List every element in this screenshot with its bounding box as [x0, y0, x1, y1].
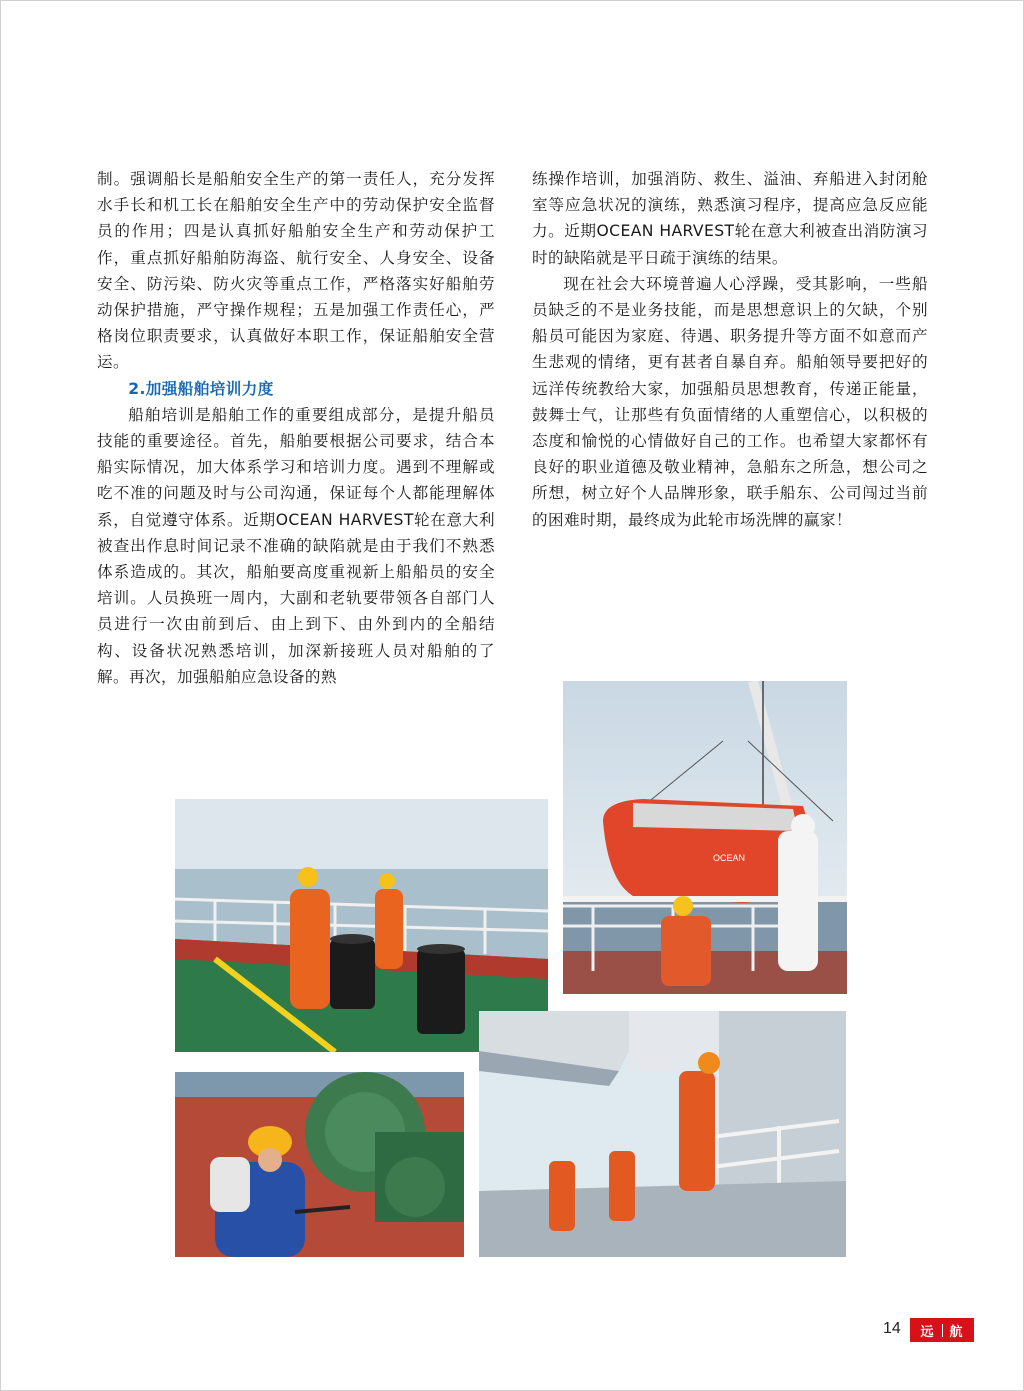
- left-text-column: [97, 166, 495, 690]
- brand-separator: [942, 1324, 943, 1337]
- svg-text:OCEAN: OCEAN: [713, 853, 746, 863]
- left-paragraph-1: 制。强调船长是船舶安全生产的第一责任人，充分发挥水手长和机工长在船舶安全生产中的劳动保护安全监督员的作用；四是认真抓好船舶安全生产和劳动保护工作，重点抓好船舶防海盗、航行安全、人身安全、设备安全、防污染、防火灾等重点工作，严格落实好船舶劳动保护措施，严守操作规程；五是加强工作责任心，严格岗位职责要求，认真做好本职工作，保证船舶安全营运。: [97, 170, 495, 372]
- lifeboat-photo: [563, 681, 847, 994]
- magazine-brand-logo: [910, 1318, 974, 1342]
- davit-platform-photo: [479, 1011, 846, 1257]
- right-paragraph-1: 练操作培训，加强消防、救生、溢油、弃船进入封闭舱室等应急状况的演练，熟悉演习程序，提高应急反应能力。近期OCEAN HARVEST轮在意大利被查出消防演习时的缺陷就是平日疏于演练的结果。: [532, 170, 928, 267]
- right-text-column: [532, 166, 928, 533]
- right-paragraph-2: 现在社会大环境普遍人心浮躁，受其影响，一些船员缺乏的不是业务技能，而是思想意识上的欠缺，个别船员可能因为家庭、待遇、职务提升等方面不如意而产生悲观的情绪，更有甚者自暴自弃。船舶领导要把好的远洋传统教给大家，加强船员思想教育，传递正能量，鼓舞士气，让那些有负面情绪的人重塑信心，以积极的态度和愉悦的心情做好自己的工作。也希望大家都怀有良好的职业道德及敬业精神，急船东之所急，想公司之所想，树立好个人品牌形象，联手船东、公司闯过当前的困难时期，最终成为此轮市场洗牌的赢家！: [532, 274, 928, 529]
- left-paragraph-2: 船舶培训是船舶工作的重要组成部分，是提升船员技能的重要途径。首先，船舶要根据公司要求，结合本船实际情况，加大体系学习和培训力度。遇到不理解或吃不准的问题及时与公司沟通，保证每个人都能理解体系，自觉遵守体系。近期OCEAN HARVEST轮在意大利被查出作息时间记录不准确的缺陷就是由于我们不熟悉体系造成的。其次，船舶要高度重视新上船船员的安全培训。人员换班一周内，大副和老轨要带领各自部门人员进行一次由前到后、由上到下、由外到内的全船结构、设备状况熟悉培训，加深新接班人员对船舶的了解。再次，加强船舶应急设备的熟: [97, 405, 495, 686]
- section-heading: 2.加强船舶培训力度: [128, 379, 274, 398]
- windlass-maintenance-photo: [175, 1072, 464, 1257]
- brand-char-1: 远: [920, 1324, 935, 1340]
- page-number: 14: [883, 1320, 901, 1337]
- brand-char-2: 航: [949, 1324, 964, 1340]
